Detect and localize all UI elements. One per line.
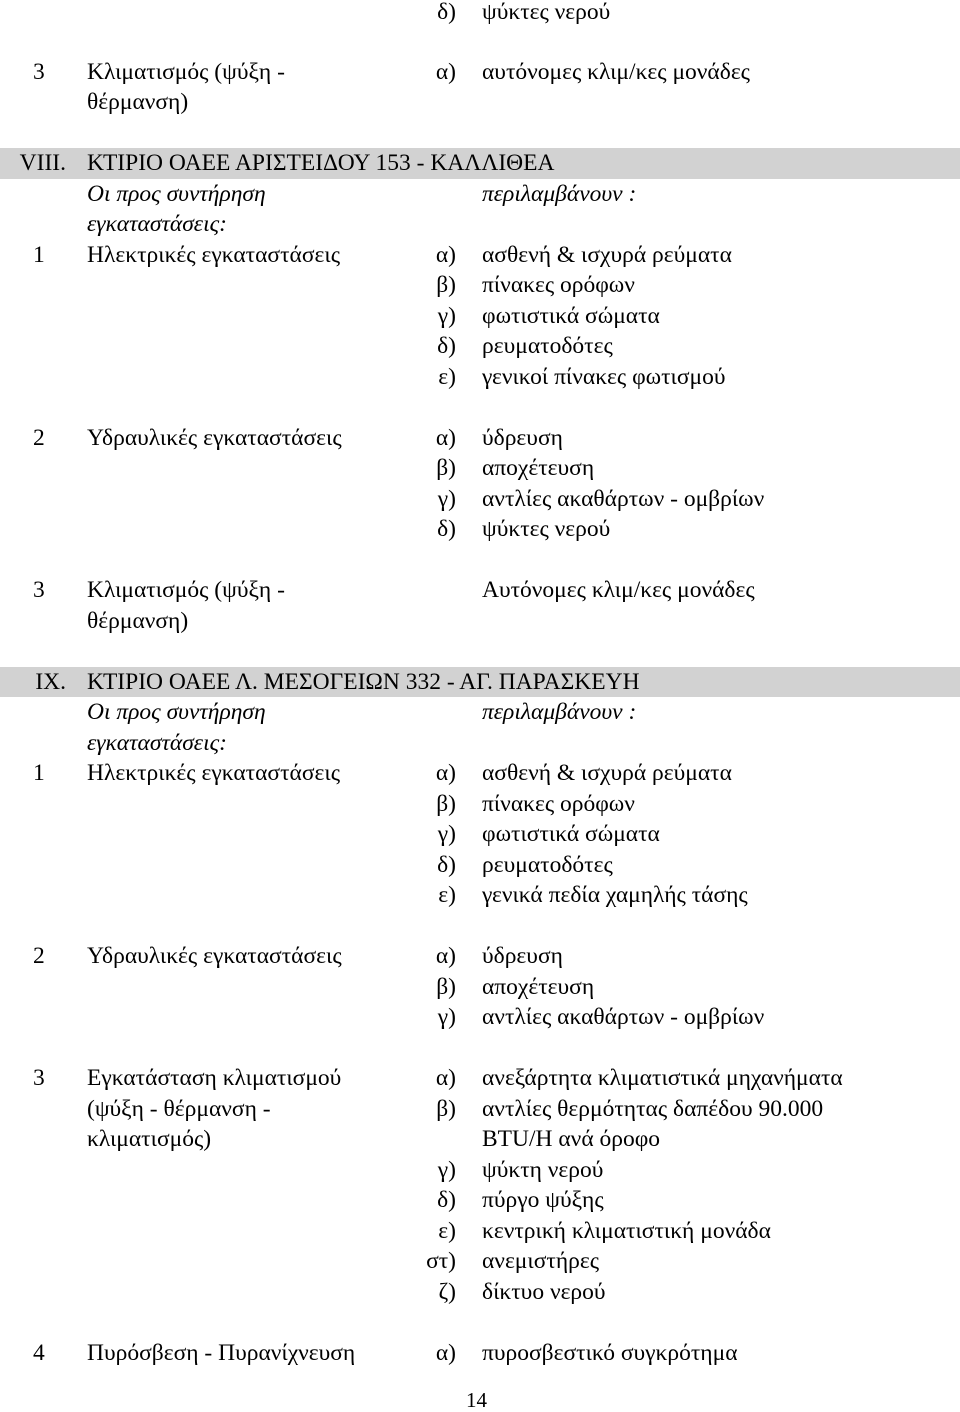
- item-text: ασθενή & ισχυρά ρεύματα: [482, 241, 732, 268]
- list-row: [0, 1246, 960, 1277]
- list-row: [0, 453, 960, 484]
- section-numeral: IX.: [35, 668, 66, 695]
- item-text: BTU/H ανά όροφο: [482, 1126, 661, 1152]
- list-row: [0, 972, 960, 1003]
- item-text: αντλίες θερμότητας δαπέδου 90.000: [482, 1095, 824, 1122]
- item-text: Αυτόνομες κλιμ/κες μονάδες: [482, 577, 755, 603]
- list-row: [0, 484, 960, 515]
- section-heading: [0, 148, 960, 179]
- item-letter: ε): [438, 1217, 456, 1244]
- item-letter: γ): [437, 1004, 456, 1030]
- item-letter: γ): [437, 302, 456, 329]
- item-number: 1: [33, 241, 45, 268]
- category-group: [0, 1338, 960, 1369]
- category-label: Κλιματισμός (ψύξη -: [87, 577, 285, 603]
- list-row: [0, 514, 960, 545]
- list-row: [0, 880, 960, 911]
- item-text: ψύκτες νερού: [482, 0, 611, 25]
- item-text: πύργο ψύξης: [482, 1187, 604, 1213]
- category-label: Ηλεκτρικές εγκαταστάσεις: [87, 760, 341, 786]
- item-text: πίνακες ορόφων: [482, 272, 635, 298]
- item-number: 1: [33, 760, 45, 786]
- intro-row: [0, 209, 960, 240]
- item-letter: γ): [437, 485, 456, 512]
- item-letter: α): [435, 241, 456, 268]
- list-row: [0, 362, 960, 393]
- category-group: [0, 423, 960, 545]
- item-letter: δ): [437, 0, 456, 25]
- list-row: [0, 270, 960, 301]
- list-row: [0, 57, 960, 88]
- item-number: 3: [33, 577, 45, 603]
- item-letter: α): [435, 424, 456, 451]
- category-label: Κλιματισμός (ψύξη -: [87, 58, 285, 85]
- item-letter: ε): [438, 882, 456, 908]
- category-group: [0, 1063, 960, 1307]
- item-letter: β): [436, 455, 456, 481]
- category-group: [0, 575, 960, 636]
- list-row: [0, 331, 960, 362]
- list-row: [0, 850, 960, 881]
- list-row: [0, 1338, 960, 1369]
- intro-label: εγκαταστάσεις:: [87, 729, 227, 756]
- item-text: δίκτυο νερού: [482, 1278, 606, 1305]
- item-letter: δ): [437, 851, 456, 878]
- item-text: φωτιστικά σώματα: [482, 302, 660, 329]
- item-number: 2: [33, 424, 45, 451]
- continued-list: [0, 0, 960, 118]
- section-title: ΚΤΙΡΙΟ ΟΑΕΕ Λ. ΜΕΣΟΓΕΙΩΝ 332 - ΑΓ. ΠΑΡΑΣΚΕΥΗ: [87, 668, 640, 695]
- intro-row: [0, 728, 960, 759]
- list-row: [0, 606, 960, 637]
- list-row: [0, 1277, 960, 1308]
- item-letter: δ): [437, 333, 456, 359]
- building-section: [0, 667, 960, 1369]
- item-text: πίνακες ορόφων: [482, 790, 635, 817]
- item-text: αυτόνομες κλιμ/κες μονάδες: [482, 58, 750, 85]
- list-row: [0, 941, 960, 972]
- category-label: Πυρόσβεση - Πυρανίχνευση: [87, 1339, 356, 1366]
- category-label: θέρμανση): [87, 607, 189, 634]
- list-row: [0, 789, 960, 820]
- category-label: (ψύξη - θέρμανση -: [87, 1095, 271, 1122]
- list-row: [0, 1002, 960, 1033]
- list-row: [0, 1155, 960, 1186]
- intro-row: [0, 697, 960, 728]
- item-text: ύδρευση: [482, 424, 563, 451]
- list-row: [0, 87, 960, 118]
- list-row: [0, 301, 960, 332]
- item-letter: α): [435, 1065, 456, 1091]
- item-number: 2: [33, 943, 45, 969]
- item-letter: α): [435, 760, 456, 786]
- intro-row: [0, 179, 960, 210]
- item-text: φωτιστικά σώματα: [482, 821, 660, 847]
- category-group: [0, 57, 960, 118]
- list-row: [0, 819, 960, 850]
- item-text: γενικοί πίνακες φωτισμού: [482, 363, 726, 390]
- list-row: [0, 240, 960, 271]
- list-row: [0, 1185, 960, 1216]
- intro-label: Οι προς συντήρηση: [87, 699, 266, 725]
- item-number: 3: [33, 58, 45, 85]
- list-row: [0, 575, 960, 606]
- item-text: ύδρευση: [482, 943, 563, 969]
- item-letter: δ): [437, 516, 456, 542]
- item-text: αποχέτευση: [482, 973, 595, 1000]
- section-title: ΚΤΙΡΙΟ ΟΑΕΕ ΑΡΙΣΤΕΙΔΟΥ 153 - ΚΑΛΛΙΘΕΑ: [87, 150, 555, 176]
- item-letter: α): [435, 58, 456, 85]
- category-group: [0, 0, 960, 26]
- item-text: ανεμιστήρες: [482, 1248, 600, 1274]
- category-group: [0, 240, 960, 393]
- category-label: Υδραυλικές εγκαταστάσεις: [87, 424, 342, 451]
- intro-label: εγκαταστάσεις:: [87, 211, 227, 237]
- item-text: ασθενή & ισχυρά ρεύματα: [482, 760, 732, 786]
- list-row: [0, 758, 960, 789]
- item-letter: β): [436, 973, 456, 1000]
- item-number: 3: [33, 1065, 45, 1091]
- intro-label-right: περιλαμβάνουν :: [482, 699, 637, 725]
- intro-label-right: περιλαμβάνουν :: [482, 180, 637, 207]
- list-row: [0, 1124, 960, 1155]
- item-letter: α): [435, 1339, 456, 1366]
- item-letter: γ): [437, 1156, 456, 1183]
- category-label: κλιματισμός): [87, 1126, 212, 1152]
- list-row: [0, 423, 960, 454]
- list-row: [0, 0, 960, 26]
- item-text: κεντρική κλιματιστική μονάδα: [482, 1217, 771, 1244]
- item-letter: στ): [426, 1248, 456, 1274]
- list-row: [0, 1063, 960, 1094]
- item-letter: β): [436, 272, 456, 298]
- item-letter: α): [435, 943, 456, 969]
- category-label: Υδραυλικές εγκαταστάσεις: [87, 943, 342, 969]
- item-text: αποχέτευση: [482, 455, 595, 481]
- category-group: [0, 758, 960, 911]
- item-text: ψύκτη νερού: [482, 1156, 604, 1183]
- item-text: γενικά πεδία χαμηλής τάσης: [482, 882, 748, 908]
- page-number: 14: [466, 1388, 487, 1412]
- section-numeral: VIII.: [19, 150, 66, 176]
- item-text: αντλίες ακαθάρτων - ομβρίων: [482, 485, 765, 512]
- item-text: ανεξάρτητα κλιματιστικά μηχανήματα: [482, 1065, 843, 1091]
- section-heading: [0, 667, 960, 698]
- item-number: 4: [33, 1339, 45, 1366]
- category-label: θέρμανση): [87, 89, 189, 115]
- item-letter: γ): [437, 821, 456, 847]
- item-letter: ζ): [438, 1278, 456, 1305]
- item-letter: β): [436, 1095, 456, 1122]
- category-group: [0, 941, 960, 1033]
- category-label: Εγκατάσταση κλιματισμού: [87, 1065, 342, 1091]
- item-letter: β): [436, 790, 456, 817]
- item-text: αντλίες ακαθάρτων - ομβρίων: [482, 1004, 765, 1030]
- item-text: πυροσβεστικό συγκρότημα: [482, 1339, 738, 1366]
- building-section: [0, 148, 960, 636]
- list-row: [0, 1094, 960, 1125]
- item-text: ρευματοδότες: [482, 851, 613, 878]
- intro-label: Οι προς συντήρηση: [87, 180, 266, 207]
- list-row: [0, 1216, 960, 1247]
- category-label: Ηλεκτρικές εγκαταστάσεις: [87, 241, 341, 268]
- item-text: ρευματοδότες: [482, 333, 613, 359]
- item-text: ψύκτες νερού: [482, 516, 611, 542]
- item-letter: ε): [438, 363, 456, 390]
- item-letter: δ): [437, 1187, 456, 1213]
